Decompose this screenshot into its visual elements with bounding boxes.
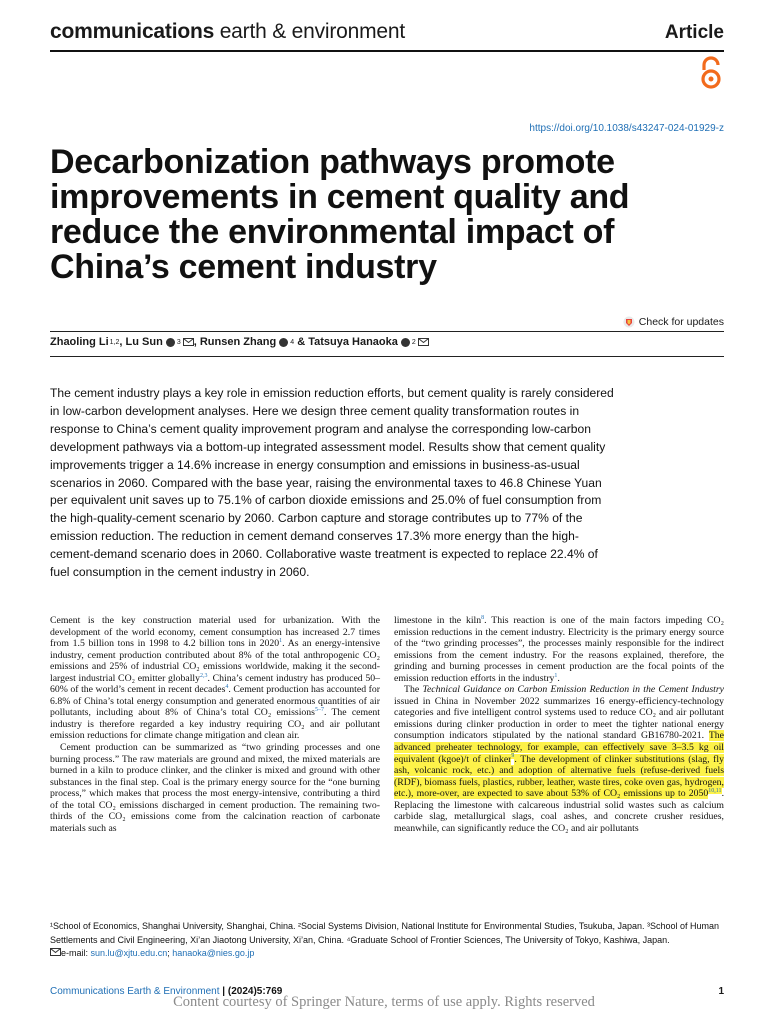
body-text: . China’s cement industry has produced 50–60% of the world’s cement in recent decades: [50, 672, 380, 696]
body-text: .: [557, 672, 560, 684]
body-text: . Replacing the limestone with calcareous industrial solid wastes such as calcium carbide slag, metallurgical slags, coal ashes, and concrete crusher residues, meanwhile, can significantly reduce the CO₂ and air pollutants: [394, 788, 724, 834]
email-icon: [50, 948, 61, 956]
abstract: The cement industry plays a key role in emission reduction efforts, but cement quality is rarely considered in low-carbon development analyses. Here we design three cement quality transformation routes in response to China’s cement quality improvement program and analyse the corresponding low-carbon development pathways via a bottom-up integrated assessment model. Results show that cement quality improvements trigger a 14.6% increase in energy consumption and emissions in business-as-usual scenarios in 2060. Compared with the base year, raising the environmental taxes to 46.8 Chinese Yuan per equivalent unit saves up to 75.1% of carbon dioxide emissions and 25.0% of fuel consumption from the high-quality-cement scenario by 2060. Carbon capture and storage contributes up to 77% of the emission reduction. The reduction in cement demand conserves 17.3% more energy than the high-cement-demand scenario does in 2060. Collaborative waste treatment is expected to replace 22.4% of fuel consumption in the cement industry in 2060.: [50, 386, 614, 580]
page-number: 1: [718, 986, 724, 997]
author-name[interactable]: Lu Sun: [125, 336, 163, 348]
reference-link[interactable]: 1: [554, 672, 558, 679]
email-link-hanaoka[interactable]: hanaoka@nies.go.jp: [172, 948, 255, 958]
body-column-right: [394, 615, 724, 834]
author-separator: ,: [119, 336, 126, 348]
email-separator: ;: [167, 948, 173, 958]
email-link-sun[interactable]: sun.lu@xjtu.edu.cn: [90, 948, 168, 958]
author-name[interactable]: Zhaoling Li: [50, 336, 109, 348]
email-label: e-mail:: [61, 948, 91, 958]
body-text: Cement is the key construction material used for urbanization. With the development of the world economy, cement consumption has increased 2.7 times from 1.5 billion tons in 1998 to 4.2 billion tons in 2020: [50, 615, 380, 650]
author-divider-top: [50, 331, 724, 332]
copyright-watermark: Content courtesy of Springer Nature, terms of use apply. Rights reserved: [173, 994, 595, 1010]
body-paragraph: [394, 615, 724, 684]
body-text: . This reaction is one of the main factors impeding CO₂ emission reductions in the cement industry. Electricity is the primary energy source of the “two grinding processes”, the processes mainly responsible for the indirect emissions from the cement industry. For the reasons explained, therefore, the grinding and burning processes in cement production are the focal points of the emission reduction efforts in the industry: [394, 615, 724, 684]
body-text: limestone in the kiln: [394, 615, 482, 626]
highlighted-text: The advanced preheater technology, for example, can effectively save 3–3.5 kg oil equivalent (kgoe)/t of clinker: [394, 730, 724, 765]
body-text: . The cement industry is therefore regarded a key industry requiring CO₂ and air pollutant emission reductions for climate change mitigation and clean air.: [50, 707, 381, 742]
reference-link[interactable]: 4: [225, 684, 229, 691]
check-for-updates-icon: [623, 316, 635, 328]
body-paragraph: [50, 742, 380, 834]
body-column-left: [50, 615, 380, 834]
author-separator: &: [294, 336, 309, 348]
author-list: [50, 336, 429, 348]
body-paragraph: [394, 684, 724, 834]
reference-link[interactable]: 9: [511, 753, 515, 760]
email-icon[interactable]: [418, 338, 429, 346]
author-separator: ,: [193, 336, 200, 348]
doi-link[interactable]: https://doi.org/10.1038/s43247-024-01929-z: [529, 123, 724, 134]
author-affiliation-sup: 3: [176, 338, 181, 346]
affiliations-text: ¹School of Economics, Shanghai University, Shanghai, China. ²Social Systems Division, National Institute for Environmental Studies, Tsukuba, Japan. ³School of Human Settlements and Civil Engineering, Xi’an Jiaotong University, Xi’an, China. ⁴Graduate School of Frontier Sciences, The University of Tokyo, Kashiwa, Japan.: [50, 921, 720, 945]
reference-link[interactable]: 5–7: [314, 707, 324, 714]
email-icon[interactable]: [183, 338, 194, 346]
author-affiliation-sup: 4: [290, 338, 295, 346]
author-divider-bottom: [50, 356, 724, 357]
body-text: The: [404, 684, 423, 696]
reference-link[interactable]: 10,11: [708, 787, 722, 794]
journal-header: [50, 18, 724, 52]
body-text: . As an energy-intensive industry, cement production contributed about 8% of the total anthropogenic CO₂ emissions and 25% of industrial CO₂ emissions worldwide, making it the second-largest industrial CO₂ emitter globally: [50, 638, 380, 684]
check-for-updates-label: Check for updates: [638, 316, 724, 328]
footer-citation: | (2024)5:769: [219, 986, 283, 997]
author-name[interactable]: Runsen Zhang: [199, 336, 277, 348]
author-affiliation-sup: 2: [411, 338, 416, 346]
author-name[interactable]: Tatsuya Hanaoka: [308, 336, 398, 348]
article-title: Decarbonization pathways promote improvements in cement quality and reduce the environmental impact of China’s cement industry: [50, 143, 630, 286]
body-paragraph: [50, 615, 380, 742]
article-type: Article: [664, 22, 724, 43]
body-text: Technical Guidance on Carbon Emission Reduction in the Cement Industry: [422, 684, 724, 696]
body-text: Cement production can be summarized as “two grinding processes and one burning process.” The raw materials are ground and mixed, the mixed materials are burned in a kiln to produce clinker, and the clinker is mixed and ground with other substances in the final step. Coal is the primary energy source for the “one burning process,” which makes that process the most energy-intensive, contributing a third of the total CO₂ emissions discharged in cement production. The remaining two-thirds of the CO₂ emissions come from the calcination reaction of carbonate materials such as: [50, 742, 380, 834]
orcid-icon[interactable]: [279, 338, 288, 347]
highlighted-text: . The development of clinker substitutions (slag, fly ash, volcanic rock, etc.) and adoption of alternative fuels (refuse-derived fuels (RDF), biomass fuels, plastics, rubber, leather, waste tires, coke oven gas, hydrogen, etc.), more-over, are expected to save about 53% of CO₂ emissions up to 2050: [394, 753, 724, 800]
reference-link[interactable]: 8: [481, 614, 485, 621]
reference-link[interactable]: 1: [279, 637, 283, 644]
orcid-icon[interactable]: [401, 338, 410, 347]
author-affiliation-sup: 1,2: [109, 338, 120, 346]
check-for-updates-button[interactable]: [623, 316, 724, 328]
affiliations-footnote: [50, 920, 730, 961]
body-text: . Cement production has accounted for 6.8% of China’s total energy consumption and generated enormous quantities of air pollutants, including about 8% of China’s total CO₂ emissions: [50, 684, 381, 719]
journal-name[interactable]: communications earth & environment: [50, 20, 405, 43]
footer-journal-name: Communications Earth & Environment: [50, 986, 220, 997]
open-access-icon[interactable]: [698, 56, 724, 90]
orcid-icon[interactable]: [166, 338, 175, 347]
reference-link[interactable]: 2,3: [200, 672, 208, 679]
body-text: issued in China in November 2022 summarizes 16 energy-efficiency-technology categories and five intelligent control systems used to reduce CO₂ and air pollutant emissions during clinker production in order to meet the tighter national energy consumption indicators stipulated by the national standard GB16780-2021.: [394, 695, 724, 742]
